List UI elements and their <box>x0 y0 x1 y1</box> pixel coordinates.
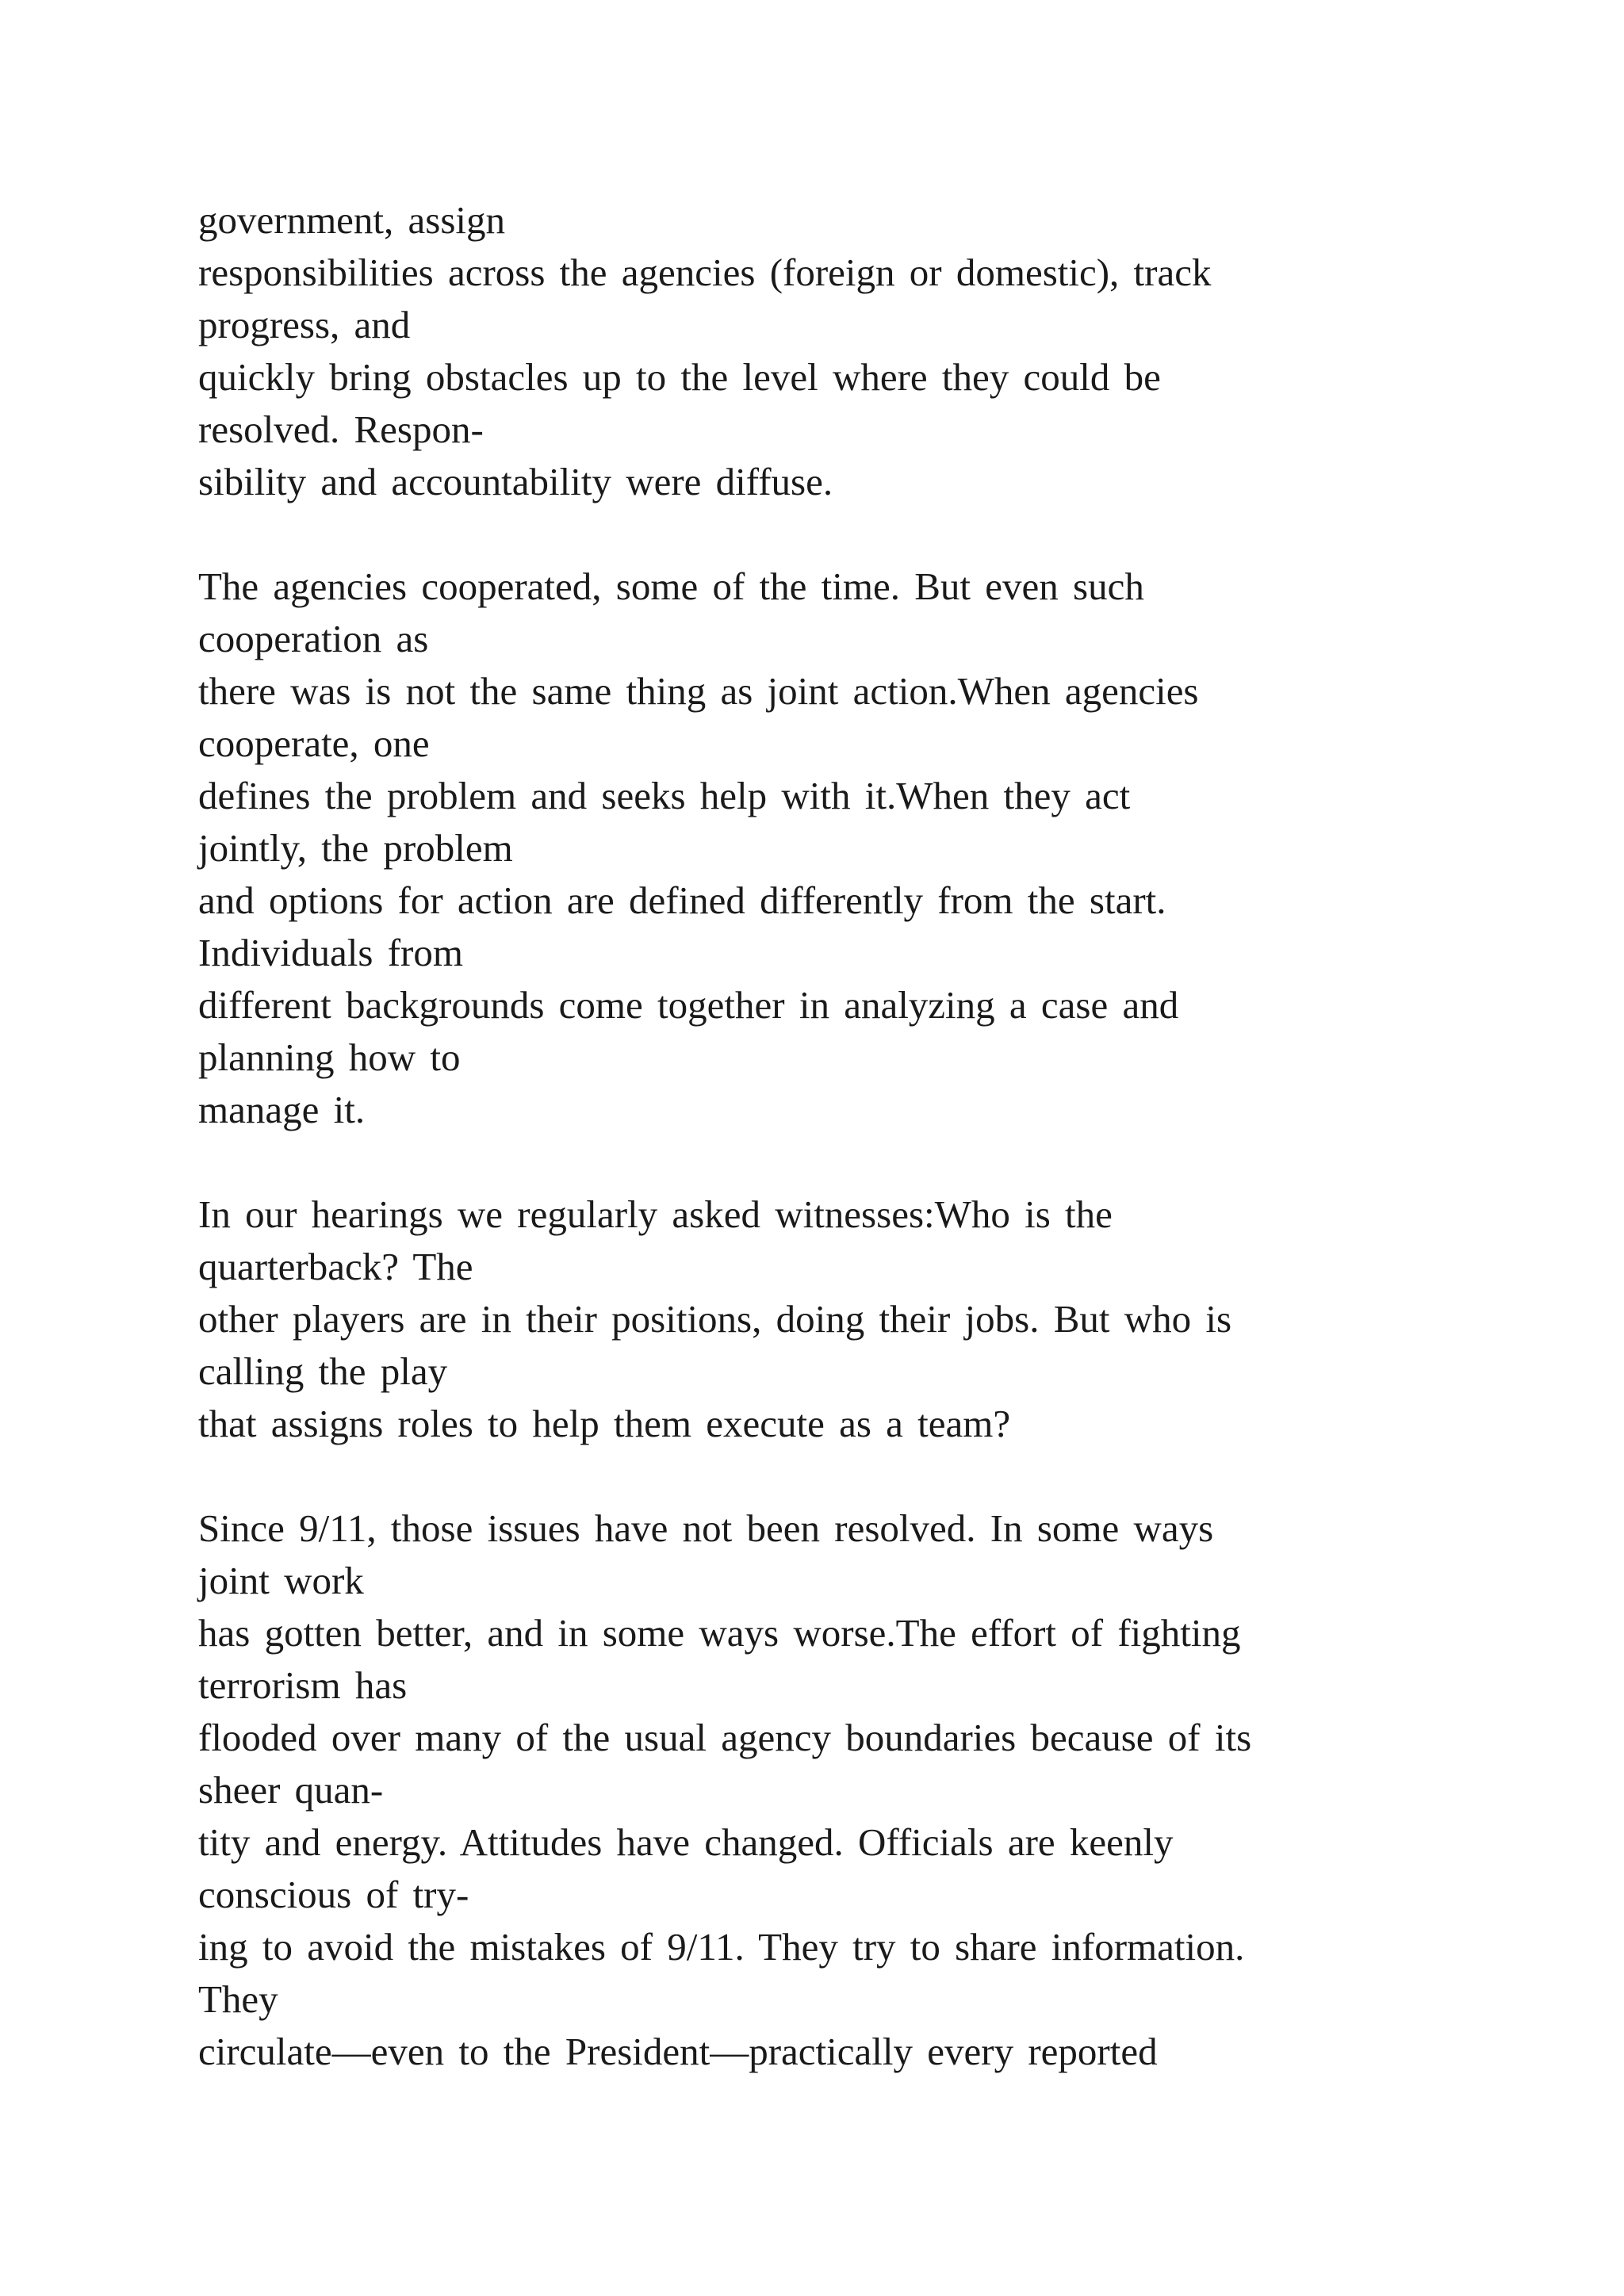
paragraph-4 <box>198 1502 1546 2078</box>
text-line: quarterback? The <box>198 1245 473 1288</box>
text-line: ing to avoid the mistakes of 9/11. They try to share information. <box>198 1925 1245 1969</box>
text-line: sibility and accountability were diffuse. <box>198 460 833 503</box>
text-line: there was is not the same thing as joint action.When agencies <box>198 669 1199 713</box>
text-line: Individuals from <box>198 931 463 974</box>
text-line: In our hearings we regularly asked witnesses:Who is the <box>198 1192 1113 1236</box>
paragraph-spacer <box>198 1450 1546 1502</box>
text-line: tity and energy. Attitudes have changed. Officials are keenly <box>198 1820 1174 1864</box>
text-line: flooded over many of the usual agency boundaries because of its <box>198 1716 1252 1759</box>
paragraph-1 <box>198 194 1546 508</box>
text-line: has gotten better, and in some ways worse.The effort of fighting <box>198 1611 1241 1655</box>
text-line: that assigns roles to help them execute as a team? <box>198 1402 1011 1445</box>
text-line: and options for action are defined differently from the start. <box>198 878 1166 922</box>
text-line: calling the play <box>198 1349 448 1393</box>
text-line: resolved. Respon- <box>198 408 484 451</box>
text-line: circulate—even to the President—practically every reported <box>198 2030 1158 2073</box>
paragraph-3 <box>198 1188 1546 1450</box>
text-line: planning how to <box>198 1035 461 1079</box>
text-line: other players are in their positions, doing their jobs. But who is <box>198 1297 1232 1341</box>
text-line: They <box>198 1977 278 2021</box>
text-line: manage it. <box>198 1088 366 1131</box>
text-line: joint work <box>198 1559 364 1602</box>
text-line: responsibilities across the agencies (foreign or domestic), track <box>198 251 1212 294</box>
text-line: government, assign <box>198 198 506 242</box>
text-line: sheer quan- <box>198 1768 384 1812</box>
text-line: jointly, the problem <box>198 826 513 870</box>
text-line: cooperation as <box>198 617 429 660</box>
document-body <box>198 194 1546 2078</box>
text-line: The agencies cooperated, some of the time. But even such <box>198 564 1144 608</box>
text-line: defines the problem and seeks help with it.When they act <box>198 774 1131 817</box>
text-line: conscious of try- <box>198 1873 469 1916</box>
text-line: terrorism has <box>198 1663 408 1707</box>
paragraph-spacer <box>198 1136 1546 1188</box>
text-line: progress, and <box>198 303 411 346</box>
paragraph-spacer <box>198 508 1546 561</box>
paragraph-2 <box>198 561 1546 1136</box>
text-line: quickly bring obstacles up to the level where they could be <box>198 355 1161 399</box>
text-line: Since 9/11, those issues have not been resolved. In some ways <box>198 1506 1214 1550</box>
text-line: different backgrounds come together in analyzing a case and <box>198 983 1179 1027</box>
text-line: cooperate, one <box>198 721 430 765</box>
